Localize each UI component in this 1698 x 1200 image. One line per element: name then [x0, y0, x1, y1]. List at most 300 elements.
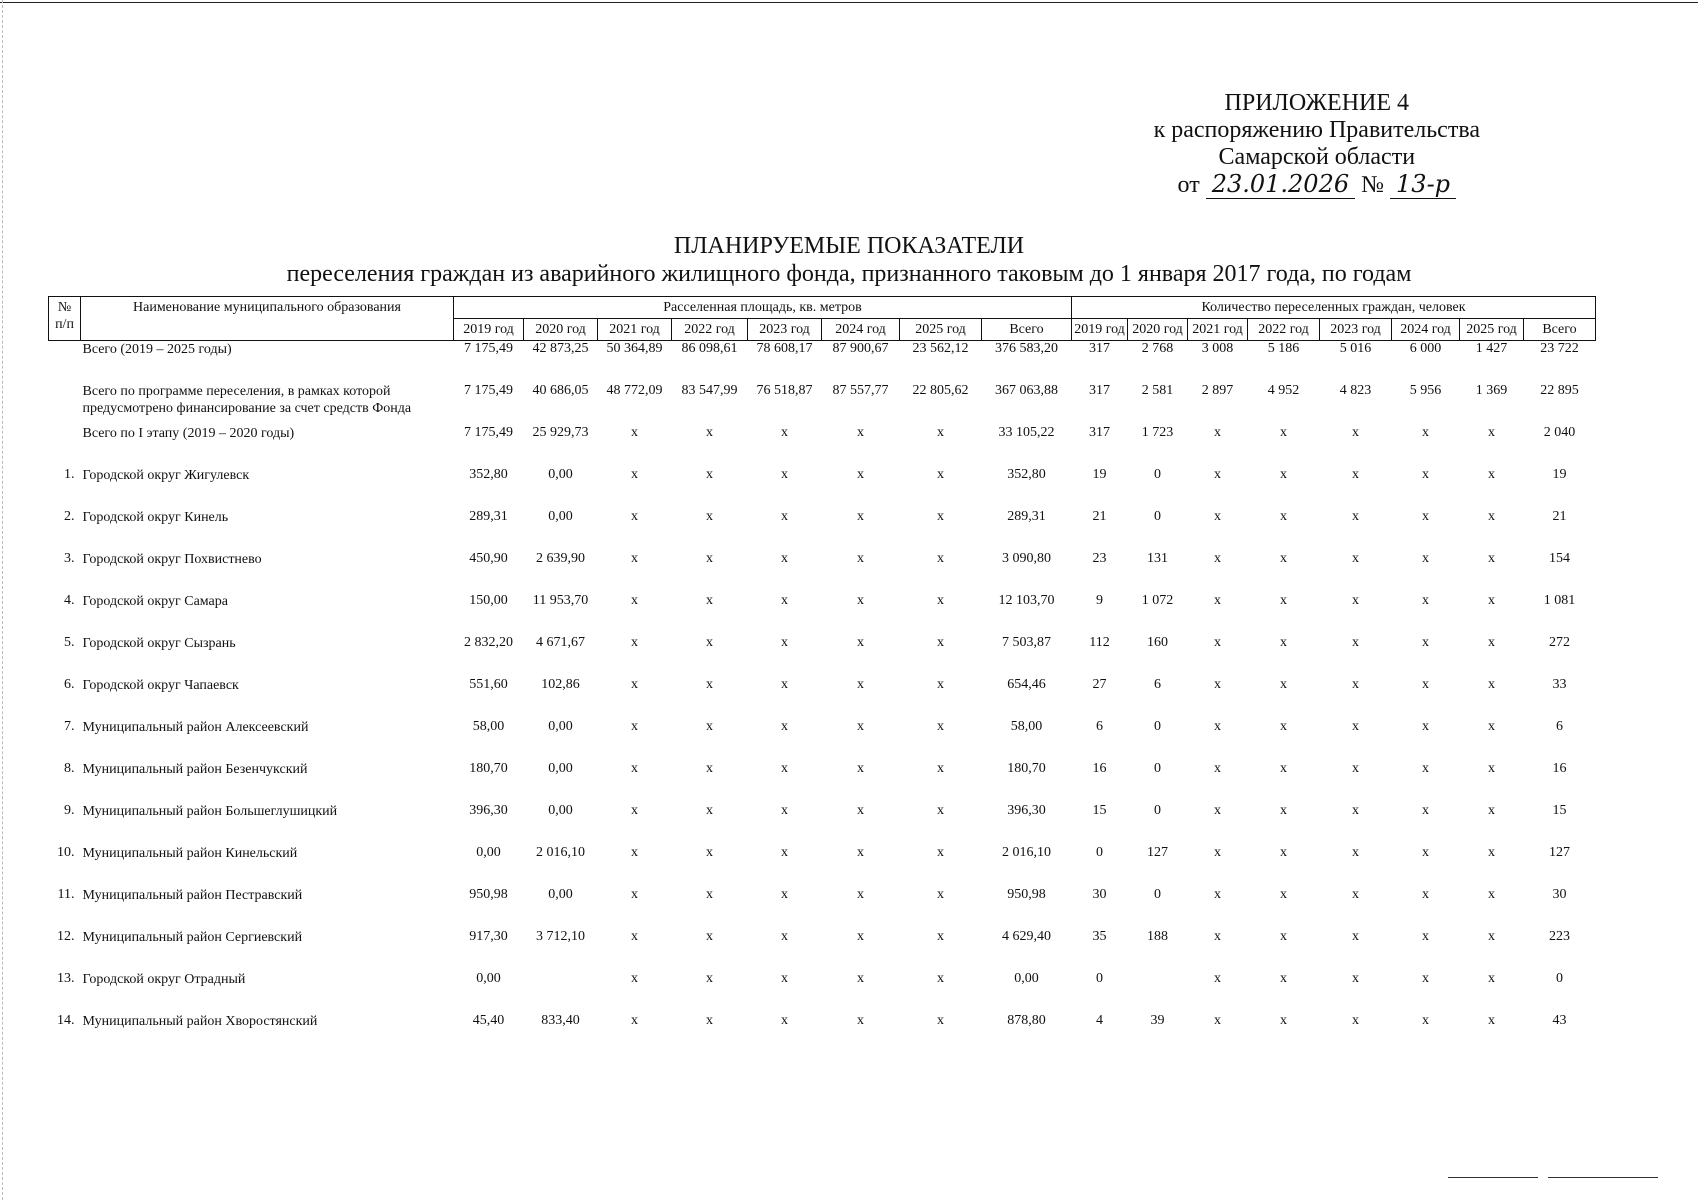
people-cell: 1 427	[1475, 341, 1508, 356]
people-cell: x	[1422, 929, 1429, 944]
people-cell: x	[1422, 761, 1429, 776]
area-cell: x	[781, 719, 788, 734]
header-people-year: 2024 год	[1392, 319, 1460, 341]
table-row	[49, 761, 1596, 803]
area-cell: x	[857, 551, 864, 566]
area-cell: 22 805,62	[912, 383, 969, 398]
row-number	[49, 341, 81, 384]
header-people-year: 2023 год	[1320, 319, 1392, 341]
area-cell: x	[937, 845, 944, 860]
people-cell: x	[1214, 971, 1221, 986]
people-cell: x	[1352, 677, 1359, 692]
people-cell: x	[1214, 761, 1221, 776]
people-cell: x	[1214, 803, 1221, 818]
row-number: 5.	[64, 635, 75, 650]
row-number: 1.	[64, 467, 75, 482]
people-cell: 15	[1092, 803, 1107, 818]
area-cell: 7 175,49	[464, 425, 513, 440]
scan-footer-line	[1448, 1177, 1538, 1178]
area-cell: x	[631, 677, 638, 692]
people-cell: x	[1422, 635, 1429, 650]
area-cell: 0,00	[548, 467, 573, 482]
people-cell: 1 072	[1141, 593, 1174, 608]
people-cell: x	[1488, 425, 1495, 440]
area-cell: x	[937, 677, 944, 692]
people-cell: 5 186	[1267, 341, 1300, 356]
people-cell: x	[1214, 509, 1221, 524]
people-cell: x	[1214, 635, 1221, 650]
header-people-year: 2020 год	[1128, 319, 1188, 341]
people-cell: 2 768	[1141, 341, 1174, 356]
table-row	[49, 845, 1596, 887]
area-cell: x	[631, 845, 638, 860]
area-total-cell: 7 503,87	[1002, 635, 1051, 650]
area-cell: x	[857, 929, 864, 944]
area-cell: 150,00	[469, 593, 508, 608]
row-number: 13.	[57, 971, 75, 986]
area-cell: 40 686,05	[532, 383, 589, 398]
area-cell: 50 364,89	[606, 341, 663, 356]
area-cell: x	[857, 845, 864, 860]
area-cell: x	[706, 509, 713, 524]
area-cell: x	[631, 761, 638, 776]
area-cell: 7 175,49	[464, 383, 513, 398]
area-cell: x	[706, 467, 713, 482]
people-cell: x	[1488, 845, 1495, 860]
table-row	[49, 467, 1596, 509]
area-cell: 551,60	[469, 677, 508, 692]
row-number: 12.	[57, 929, 75, 944]
area-total-cell: 878,80	[1007, 1013, 1046, 1028]
area-cell: 45,40	[472, 1013, 505, 1028]
row-number: 6.	[64, 677, 75, 692]
people-cell: x	[1352, 929, 1359, 944]
area-cell: 102,86	[541, 677, 580, 692]
row-name: Всего (2019 – 2025 годы)	[82, 342, 232, 357]
title-main: ПЛАНИРУЕМЫЕ ПОКАЗАТЕЛИ	[673, 233, 1025, 259]
area-cell: x	[781, 467, 788, 482]
people-cell: x	[1214, 467, 1221, 482]
area-cell: 2 639,90	[536, 551, 585, 566]
table-row	[49, 509, 1596, 551]
people-cell: 2 897	[1201, 383, 1234, 398]
people-total-cell: 23 722	[1540, 341, 1579, 356]
area-cell: x	[631, 803, 638, 818]
people-cell: x	[1214, 593, 1221, 608]
people-cell: x	[1352, 425, 1359, 440]
people-cell: 35	[1092, 929, 1107, 944]
appendix-region-line: Самарской области	[1218, 144, 1416, 170]
people-cell: x	[1352, 803, 1359, 818]
people-cell: x	[1214, 929, 1221, 944]
area-cell: x	[857, 887, 864, 902]
area-total-cell: 180,70	[1007, 761, 1046, 776]
people-cell: x	[1214, 677, 1221, 692]
area-cell: 289,31	[469, 509, 508, 524]
people-cell: 317	[1089, 341, 1110, 356]
area-cell: x	[706, 551, 713, 566]
handwritten-date: 23.01.2026	[1206, 171, 1355, 199]
area-cell: x	[781, 551, 788, 566]
people-cell: 131	[1147, 551, 1168, 566]
area-cell: x	[937, 551, 944, 566]
row-number: 10.	[57, 845, 75, 860]
area-cell: x	[781, 845, 788, 860]
area-cell: x	[937, 635, 944, 650]
number-label: №	[1361, 172, 1385, 198]
people-cell: x	[1422, 677, 1429, 692]
header-area-year: 2023 год	[748, 319, 822, 341]
area-cell: x	[781, 1013, 788, 1028]
area-cell: x	[937, 803, 944, 818]
row-name: Городской округ Сызрань	[82, 636, 236, 651]
header-people-year: 2019 год	[1072, 319, 1128, 341]
people-cell: x	[1422, 719, 1429, 734]
people-cell: x	[1488, 509, 1495, 524]
people-cell: x	[1488, 887, 1495, 902]
people-cell: x	[1422, 509, 1429, 524]
people-cell: x	[1422, 551, 1429, 566]
table-row	[49, 341, 1596, 384]
header-people-year: 2025 год	[1460, 319, 1524, 341]
people-cell: 112	[1089, 635, 1110, 650]
document-title	[0, 232, 1698, 288]
people-cell: x	[1488, 929, 1495, 944]
header-area-year: 2025 год	[900, 319, 982, 341]
people-cell: x	[1352, 467, 1359, 482]
row-name: Муниципальный район Сергиевский	[82, 930, 303, 945]
area-cell: x	[857, 761, 864, 776]
appendix-date-line	[1154, 171, 1480, 199]
people-cell: x	[1280, 509, 1287, 524]
people-total-cell: 1 081	[1543, 593, 1576, 608]
people-cell: x	[1352, 845, 1359, 860]
indicators-table	[48, 296, 1596, 1055]
people-cell: x	[1488, 551, 1495, 566]
area-total-cell: 2 016,10	[1002, 845, 1051, 860]
row-name: Муниципальный район Безенчукский	[82, 762, 308, 777]
appendix-title: ПРИЛОЖЕНИЕ 4	[1224, 90, 1410, 116]
area-cell: 352,80	[469, 467, 508, 482]
people-cell: 1 369	[1475, 383, 1508, 398]
row-name: Городской округ Похвистнево	[82, 552, 262, 567]
people-cell: x	[1352, 635, 1359, 650]
area-cell: 4 671,67	[536, 635, 585, 650]
area-cell: x	[857, 593, 864, 608]
people-cell: 21	[1092, 509, 1107, 524]
people-cell: x	[1352, 761, 1359, 776]
area-cell: x	[857, 509, 864, 524]
row-name: Всего по I этапу (2019 – 2020 годы)	[82, 426, 295, 441]
area-cell: x	[857, 635, 864, 650]
people-cell: 4 952	[1267, 383, 1300, 398]
people-cell: x	[1280, 677, 1287, 692]
people-cell: x	[1422, 1013, 1429, 1028]
area-cell: x	[631, 425, 638, 440]
table-row	[49, 803, 1596, 845]
area-total-cell: 950,98	[1007, 887, 1046, 902]
people-cell: x	[1422, 971, 1429, 986]
area-cell: 833,40	[541, 1013, 580, 1028]
table-row	[49, 635, 1596, 677]
people-cell: x	[1488, 635, 1495, 650]
area-cell: x	[631, 593, 638, 608]
people-total-cell: 22 895	[1540, 383, 1579, 398]
people-cell: 0	[1096, 971, 1103, 986]
row-number: 7.	[64, 719, 75, 734]
people-cell: 0	[1154, 467, 1161, 482]
row-name: Муниципальный район Алексеевский	[82, 720, 309, 735]
row-name: Городской округ Отрадный	[82, 972, 246, 987]
people-cell: 27	[1092, 677, 1107, 692]
row-name: Городской округ Чапаевск	[82, 678, 239, 693]
area-cell: 86 098,61	[681, 341, 738, 356]
people-cell: 6	[1154, 677, 1161, 692]
people-total-cell: 30	[1552, 887, 1567, 902]
table-row	[49, 1013, 1596, 1055]
area-total-cell: 0,00	[1014, 971, 1039, 986]
area-cell: x	[937, 887, 944, 902]
area-total-cell: 33 105,22	[998, 425, 1055, 440]
area-cell: x	[706, 719, 713, 734]
people-cell: x	[1280, 635, 1287, 650]
area-total-cell: 654,46	[1007, 677, 1046, 692]
area-cell: 76 518,87	[756, 383, 813, 398]
area-cell: 58,00	[472, 719, 505, 734]
people-cell: x	[1280, 845, 1287, 860]
table-row	[49, 677, 1596, 719]
area-cell: x	[937, 929, 944, 944]
area-cell: x	[857, 803, 864, 818]
area-cell: x	[781, 971, 788, 986]
row-name: Муниципальный район Кинельский	[82, 846, 298, 861]
area-cell: x	[706, 593, 713, 608]
table-row	[49, 971, 1596, 1013]
table-row	[49, 929, 1596, 971]
header-name: Наименование муниципального образования	[81, 297, 454, 341]
area-cell: 0,00	[476, 971, 501, 986]
area-cell: x	[937, 971, 944, 986]
area-cell: 450,90	[469, 551, 508, 566]
row-name: Городской округ Самара	[82, 594, 228, 609]
row-name: Муниципальный район Хворостянский	[82, 1014, 318, 1029]
people-cell: 0	[1096, 845, 1103, 860]
row-number: 8.	[64, 761, 75, 776]
area-cell: x	[631, 887, 638, 902]
people-total-cell: 15	[1552, 803, 1567, 818]
area-cell: x	[706, 845, 713, 860]
row-number: 14.	[57, 1013, 75, 1028]
area-total-cell: 396,30	[1007, 803, 1046, 818]
row-number	[49, 425, 81, 467]
people-cell: x	[1422, 803, 1429, 818]
area-cell: 0,00	[548, 887, 573, 902]
row-number: 4.	[64, 593, 75, 608]
area-cell: x	[781, 803, 788, 818]
area-cell: x	[706, 425, 713, 440]
people-cell: x	[1488, 761, 1495, 776]
area-cell: x	[781, 509, 788, 524]
area-cell: x	[857, 971, 864, 986]
people-cell: 317	[1089, 425, 1110, 440]
area-cell: 917,30	[469, 929, 508, 944]
people-cell: x	[1214, 1013, 1221, 1028]
scan-left-margin	[2, 0, 3, 1200]
area-cell: x	[631, 1013, 638, 1028]
people-cell: x	[1214, 845, 1221, 860]
row-name: Городской округ Кинель	[82, 510, 229, 525]
area-cell: x	[706, 929, 713, 944]
people-cell: x	[1488, 593, 1495, 608]
area-cell: x	[857, 1013, 864, 1028]
area-cell: x	[937, 509, 944, 524]
people-cell: 5 016	[1339, 341, 1372, 356]
area-cell: x	[706, 971, 713, 986]
appendix-block	[1154, 90, 1480, 199]
people-cell: 0	[1154, 509, 1161, 524]
row-number: 2.	[64, 509, 75, 524]
handwritten-number: 13-р	[1390, 171, 1456, 199]
area-cell	[524, 971, 598, 1013]
people-cell: 188	[1147, 929, 1168, 944]
area-cell: x	[781, 425, 788, 440]
area-cell: x	[631, 719, 638, 734]
people-cell: x	[1422, 467, 1429, 482]
row-name: Всего по программе переселения, в рамках которой предусмотрено финансирование за счет средств Фонда	[82, 384, 412, 416]
people-cell: 4 823	[1339, 383, 1372, 398]
row-number: 9.	[64, 803, 75, 818]
header-row-groups	[49, 297, 1596, 319]
area-total-cell: 367 063,88	[995, 383, 1058, 398]
area-cell: 950,98	[469, 887, 508, 902]
people-cell: x	[1280, 593, 1287, 608]
people-cell: x	[1352, 509, 1359, 524]
people-total-cell: 21	[1552, 509, 1567, 524]
area-cell: x	[706, 635, 713, 650]
header-people-year: 2022 год	[1248, 319, 1320, 341]
area-cell: 0,00	[548, 803, 573, 818]
people-cell: 0	[1154, 761, 1161, 776]
people-cell: 9	[1096, 593, 1103, 608]
people-total-cell: 16	[1552, 761, 1567, 776]
people-cell: x	[1280, 887, 1287, 902]
people-cell: x	[1488, 971, 1495, 986]
area-cell: x	[937, 1013, 944, 1028]
people-total-cell: 19	[1552, 467, 1567, 482]
area-cell: x	[706, 677, 713, 692]
scan-top-border	[0, 2, 1698, 3]
area-cell: x	[937, 593, 944, 608]
people-cell: x	[1280, 467, 1287, 482]
appendix-order-line: к распоряжению Правительства	[1153, 117, 1480, 143]
people-cell: x	[1352, 887, 1359, 902]
people-cell: x	[1280, 425, 1287, 440]
people-total-cell: 272	[1549, 635, 1570, 650]
people-cell: x	[1352, 593, 1359, 608]
area-cell: 0,00	[476, 845, 501, 860]
people-cell: 5 956	[1409, 383, 1442, 398]
people-cell: 4	[1096, 1013, 1103, 1028]
area-cell: x	[937, 719, 944, 734]
row-name: Муниципальный район Большеглушицкий	[82, 804, 338, 819]
header-area-group: Расселенная площадь, кв. метров	[454, 297, 1072, 319]
area-total-cell: 12 103,70	[998, 593, 1055, 608]
people-cell: 2 581	[1141, 383, 1174, 398]
people-cell: 19	[1092, 467, 1107, 482]
header-people-group: Количество переселенных граждан, человек	[1072, 297, 1596, 319]
people-total-cell: 154	[1549, 551, 1570, 566]
people-total-cell: 43	[1552, 1013, 1567, 1028]
people-cell: x	[1352, 971, 1359, 986]
area-cell: 7 175,49	[464, 341, 513, 356]
people-cell: 127	[1147, 845, 1168, 860]
area-cell: 3 712,10	[536, 929, 585, 944]
people-cell: x	[1488, 803, 1495, 818]
people-cell: x	[1488, 467, 1495, 482]
from-label: от	[1177, 172, 1200, 198]
area-cell: x	[781, 887, 788, 902]
people-total-cell: 6	[1556, 719, 1563, 734]
people-total-cell: 33	[1552, 677, 1567, 692]
people-cell: 0	[1154, 719, 1161, 734]
table-row	[49, 719, 1596, 761]
area-cell: x	[857, 719, 864, 734]
area-cell: x	[631, 929, 638, 944]
header-area-year: 2024 год	[822, 319, 900, 341]
people-cell: 16	[1092, 761, 1107, 776]
area-cell: 87 900,67	[832, 341, 889, 356]
area-cell: 0,00	[548, 761, 573, 776]
people-cell: 160	[1147, 635, 1168, 650]
people-cell: 317	[1089, 383, 1110, 398]
people-cell: x	[1352, 719, 1359, 734]
row-number: 11.	[57, 887, 75, 902]
header-people-total: Всего	[1524, 319, 1596, 341]
area-cell: 48 772,09	[606, 383, 663, 398]
people-cell: x	[1214, 887, 1221, 902]
area-cell: 42 873,25	[532, 341, 589, 356]
table-row	[49, 383, 1596, 425]
area-cell: 25 929,73	[532, 425, 589, 440]
area-cell: x	[781, 635, 788, 650]
area-cell: x	[781, 677, 788, 692]
people-total-cell: 223	[1549, 929, 1570, 944]
people-cell: x	[1422, 593, 1429, 608]
table-row	[49, 551, 1596, 593]
people-cell: 39	[1150, 1013, 1165, 1028]
people-cell: x	[1280, 1013, 1287, 1028]
area-cell: x	[781, 761, 788, 776]
area-cell: 23 562,12	[912, 341, 969, 356]
area-total-cell: 58,00	[1010, 719, 1043, 734]
area-total-cell: 4 629,40	[1002, 929, 1051, 944]
area-cell: 0,00	[548, 719, 573, 734]
table-body	[49, 341, 1596, 1056]
people-cell: 23	[1092, 551, 1107, 566]
people-cell: x	[1422, 887, 1429, 902]
area-cell: 11 953,70	[532, 593, 589, 608]
table-row	[49, 593, 1596, 635]
area-cell: 180,70	[469, 761, 508, 776]
area-total-cell: 352,80	[1007, 467, 1046, 482]
people-cell: x	[1280, 929, 1287, 944]
row-number: 3.	[64, 551, 75, 566]
area-cell: 0,00	[548, 509, 573, 524]
people-cell: 3 008	[1201, 341, 1234, 356]
row-number	[49, 383, 81, 425]
title-sub: переселения граждан из аварийного жилищного фонда, признанного таковым до 1 января 2017 года, по годам	[286, 261, 1412, 287]
area-cell: 2 832,20	[464, 635, 513, 650]
